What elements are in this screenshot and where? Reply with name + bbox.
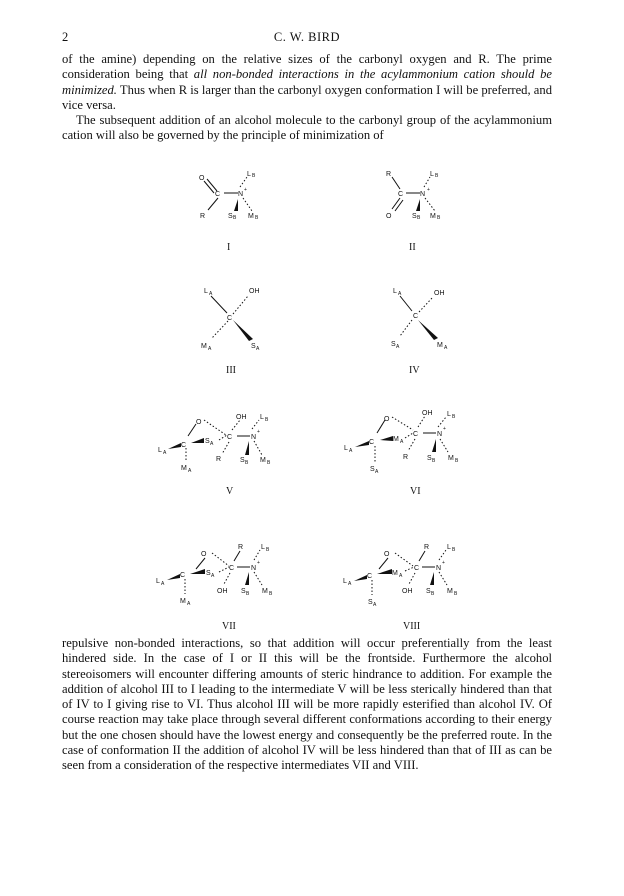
atom-label: S bbox=[206, 570, 211, 577]
atom-label: S bbox=[368, 599, 373, 606]
compound-label-V: V bbox=[226, 486, 234, 497]
atom-label: M bbox=[393, 436, 399, 443]
atom-label: S bbox=[426, 588, 431, 595]
atom-label: C bbox=[413, 431, 419, 438]
atom-label: M bbox=[180, 598, 186, 605]
atom-label: M bbox=[447, 588, 453, 595]
subscript-label: A bbox=[163, 450, 167, 456]
charge-label: + bbox=[244, 187, 247, 193]
subscript-label: B bbox=[435, 173, 439, 179]
subscript-label: B bbox=[437, 215, 441, 221]
atom-label: C bbox=[181, 442, 187, 449]
subscript-label: B bbox=[269, 591, 273, 597]
atom-label: L bbox=[260, 414, 264, 421]
atom-label: R bbox=[403, 454, 409, 461]
subscript-label: B bbox=[267, 460, 271, 466]
atom-label: L bbox=[393, 288, 397, 295]
atom-label: O bbox=[199, 175, 205, 182]
atom-label: C bbox=[227, 315, 233, 322]
subscript-label: B bbox=[452, 547, 456, 553]
atom-label: S bbox=[370, 466, 375, 473]
subscript-label: A bbox=[349, 448, 353, 454]
structure-I bbox=[199, 171, 259, 253]
atom-label: N bbox=[251, 565, 257, 572]
atom-label: N bbox=[437, 431, 443, 438]
atom-label: S bbox=[228, 213, 233, 220]
atom-label: M bbox=[260, 457, 266, 464]
atom-label: L bbox=[261, 544, 265, 551]
subscript-label: B bbox=[233, 215, 237, 221]
subscript-label: A bbox=[187, 601, 191, 607]
subscript-label: A bbox=[399, 573, 403, 579]
subscript-label: B bbox=[252, 173, 256, 179]
compound-label-VI: VI bbox=[410, 486, 421, 497]
atom-label: M bbox=[181, 465, 187, 472]
atom-label: M bbox=[430, 213, 436, 220]
subscript-label: B bbox=[431, 591, 435, 597]
charge-label: + bbox=[257, 560, 260, 566]
atom-label: M bbox=[248, 213, 254, 220]
compound-label-II: II bbox=[409, 242, 416, 253]
atom-label: C bbox=[369, 439, 375, 446]
atom-label: S bbox=[241, 588, 246, 595]
atom-label: S bbox=[205, 438, 210, 445]
subscript-label: B bbox=[452, 414, 456, 420]
compound-label-VIII: VIII bbox=[403, 621, 421, 632]
atom-label: L bbox=[430, 171, 434, 178]
atom-label: OH bbox=[422, 410, 433, 417]
atom-label: S bbox=[251, 343, 256, 350]
atom-label: R bbox=[424, 544, 430, 551]
subscript-label: A bbox=[375, 469, 379, 475]
subscript-label: B bbox=[417, 215, 421, 221]
subscript-label: A bbox=[211, 573, 215, 579]
atom-label: S bbox=[391, 341, 396, 348]
atom-label: M bbox=[437, 342, 443, 349]
subscript-label: A bbox=[188, 468, 192, 474]
structure-VIII bbox=[343, 544, 458, 632]
subscript-label: A bbox=[400, 439, 404, 445]
text-run: of the amine) depending on the relative sizes of the carbonyl oxygen and R. The prime consideration being that bbox=[62, 52, 552, 82]
charge-label: + bbox=[257, 429, 260, 435]
subscript-label: A bbox=[444, 345, 448, 351]
text-run: Thus when R is larger than the carbonyl oxygen conformation I will be preferred, and vice versa. bbox=[62, 82, 552, 112]
atom-label: L bbox=[447, 411, 451, 418]
atom-label: O bbox=[201, 551, 207, 558]
atom-label: S bbox=[427, 455, 432, 462]
atom-label: M bbox=[448, 455, 454, 462]
subscript-label: B bbox=[245, 460, 249, 466]
subscript-label: A bbox=[161, 581, 165, 587]
structure-V bbox=[158, 414, 271, 497]
compound-label-III: III bbox=[226, 365, 236, 376]
structure-II bbox=[386, 171, 441, 253]
charge-label: + bbox=[442, 560, 445, 566]
atom-label: O bbox=[386, 213, 392, 220]
atom-label: M bbox=[262, 588, 268, 595]
atom-label: C bbox=[414, 565, 420, 572]
structure-IV bbox=[391, 288, 448, 376]
atom-label: C bbox=[215, 191, 221, 198]
atom-label: L bbox=[447, 544, 451, 551]
atom-label: L bbox=[343, 578, 347, 585]
atom-label: OH bbox=[402, 588, 413, 595]
structure-VI bbox=[344, 410, 459, 497]
subscript-label: A bbox=[210, 441, 214, 447]
atom-label: M bbox=[392, 570, 398, 577]
charge-label: + bbox=[443, 426, 446, 432]
emphasis-text: all non-bonded interactions in the acylammonium cation should be minimized. bbox=[62, 67, 552, 97]
atom-label: N bbox=[238, 191, 244, 198]
subscript-label: A bbox=[209, 291, 213, 297]
subscript-label: A bbox=[256, 346, 260, 352]
atom-label: L bbox=[156, 578, 160, 585]
subscript-label: A bbox=[373, 602, 377, 608]
atom-label: L bbox=[158, 447, 162, 454]
structure-VII bbox=[156, 544, 273, 632]
atom-label: L bbox=[344, 445, 348, 452]
subscript-label: B bbox=[266, 547, 270, 553]
atom-label: OH bbox=[236, 414, 247, 421]
atom-label: C bbox=[413, 313, 419, 320]
atom-label: L bbox=[247, 171, 251, 178]
atom-label: S bbox=[412, 213, 417, 220]
subscript-label: B bbox=[246, 591, 250, 597]
atom-label: M bbox=[201, 343, 207, 350]
atom-label: OH bbox=[217, 588, 228, 595]
charge-label: + bbox=[427, 187, 430, 193]
atom-label: R bbox=[386, 171, 392, 178]
atom-label: C bbox=[367, 573, 373, 580]
subscript-label: A bbox=[208, 346, 212, 352]
compound-label-IV: IV bbox=[409, 365, 420, 376]
atom-label: C bbox=[229, 565, 235, 572]
page-number: 2 bbox=[62, 30, 69, 44]
running-head: C. W. BIRD bbox=[273, 30, 341, 44]
atom-label: OH bbox=[249, 288, 260, 295]
paragraph-addition: The subsequent addition of an alcohol molecule to the carbonyl group of the acylammonium cation will also be governed by the principle of minimization of bbox=[62, 113, 552, 143]
atom-label: N bbox=[436, 565, 442, 572]
subscript-label: B bbox=[454, 591, 458, 597]
atom-label: O bbox=[384, 416, 390, 423]
subscript-label: B bbox=[455, 458, 459, 464]
subscript-label: A bbox=[396, 344, 400, 350]
atom-label: O bbox=[196, 419, 202, 426]
atom-label: C bbox=[227, 434, 233, 441]
body-paragraph-bottom: repulsive non-bonded interactions, so that addition will occur preferentially from the least hindered side. In the case of I or II this will be the frontside. Furthermore the alcohol stereoisomers will encounter differing amounts of steric hindrance to addition. For example the addition of alcohol III to I leading to the intermediate V will be less sterically hindered than that of IV to I giving rise to VI. Thus alcohol III will be more rapidly esterified than alcohol IV. Of course reaction may take place through several different conformations according to their energy but the one chosen should have the lowest energy and consequently be the preferred route. In the case of conformation II the addition of alcohol IV will be less hindered than that of III as can be seen from a consideration of the respective intermediates VII and VIII. bbox=[62, 636, 552, 773]
atom-label: S bbox=[240, 457, 245, 464]
atom-label: C bbox=[398, 191, 404, 198]
structure-III bbox=[201, 288, 260, 376]
subscript-label: A bbox=[348, 581, 352, 587]
atom-label: N bbox=[251, 434, 257, 441]
atom-label: R bbox=[216, 456, 222, 463]
compound-label-I: I bbox=[227, 242, 231, 253]
subscript-label: A bbox=[398, 291, 402, 297]
atom-label: N bbox=[420, 191, 426, 198]
atom-label: R bbox=[238, 544, 244, 551]
atom-label: OH bbox=[434, 290, 445, 297]
compound-label-VII: VII bbox=[222, 621, 236, 632]
subscript-label: B bbox=[265, 417, 269, 423]
atom-label: O bbox=[384, 551, 390, 558]
subscript-label: B bbox=[255, 215, 259, 221]
subscript-label: B bbox=[432, 458, 436, 464]
atom-label: C bbox=[180, 572, 186, 579]
atom-label: R bbox=[200, 213, 206, 220]
atom-label: L bbox=[204, 288, 208, 295]
